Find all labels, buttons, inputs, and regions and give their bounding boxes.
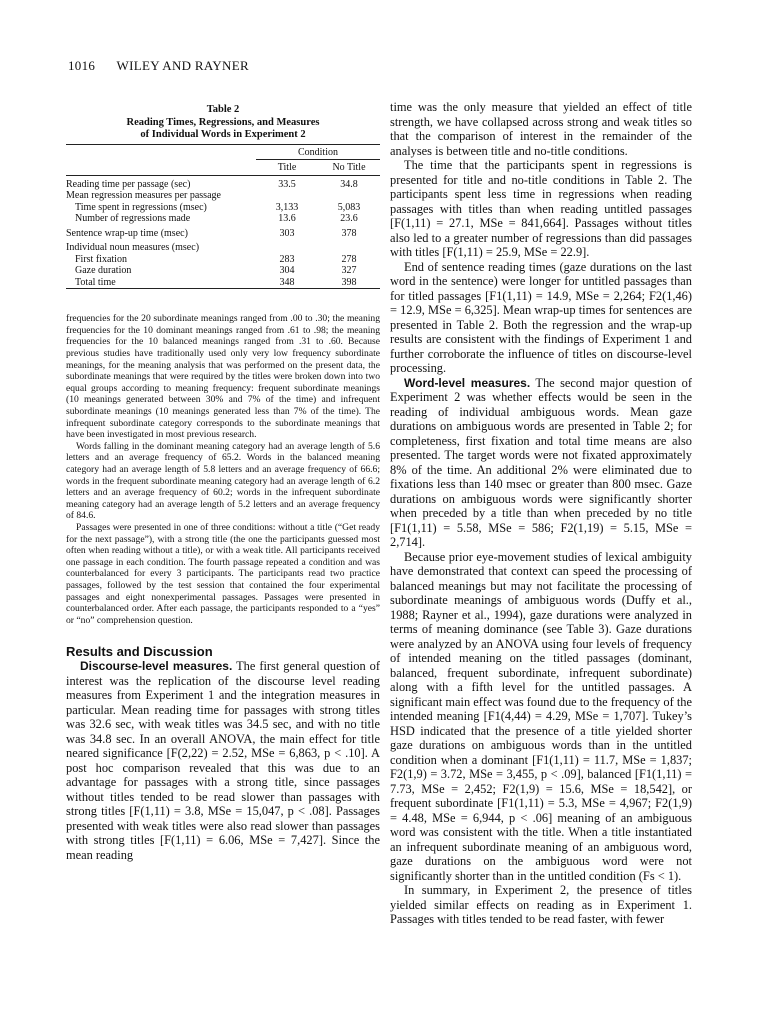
paragraph: Words falling in the dominant meaning category had an average length of 5.6 letters and an average frequency of 65.2. Words in the balanced meaning category had an average length of 5.8 letters and an average frequency of 66.6; words in the frequent subordinate meaning category had an average length of 6.2 letters and an average frequency of 60.2; words in the infrequent subordinate meaning category had an average length of 5.2 letters and an average frequency of 84.6.	[66, 440, 380, 522]
table-row	[66, 225, 380, 240]
table-row	[66, 213, 380, 225]
section-heading: Results and Discussion	[66, 644, 213, 660]
cell-title: 304	[279, 265, 295, 277]
paragraph: Discourse-level measures. The first general question of interest was the replication of the discourse level reading measures from Experiment 1 and the integration measures in particular. Mean reading time for passages with strong titles was 32.6 sec, with weak titles was 34.5 sec, and with no title was 34.8 sec. In an overall ANOVA, the main effect for title neared significance [F(2,22) = 2.52, MSe = 6,863, p < .10]. A post hoc comparison revealed that this was due to an advantage for passages with a strong title, since passages without titles tended to be read slower than passages with strong titles [F(1,11) = 3.8, MSe = 15,047, p < .08]. Passages presented with weak titles were also read slower than passages with strong titles [F(1,11) = 6.06, MSe = 7,427]. Since the mean reading	[66, 659, 380, 862]
right-column	[390, 100, 692, 927]
row-label: Total time	[75, 276, 116, 288]
cell-title: 33.5	[278, 178, 296, 190]
row-label: Number of regressions made	[75, 213, 191, 225]
table-row	[66, 190, 380, 202]
cell-title: 303	[279, 227, 295, 239]
column-header-title: Title	[256, 160, 318, 176]
cell-no-title: 5,083	[337, 201, 361, 213]
table-row	[66, 254, 380, 266]
table-body	[66, 144, 380, 290]
table-caption-line-2: of Individual Words in Experiment 2	[140, 129, 306, 141]
running-head	[68, 58, 267, 74]
cell-title: 348	[279, 276, 295, 288]
paragraph: Passages were presented in one of three conditions: without a title (“Get ready for the next passage”), with a strong title (the one the participants guessed most often when reading without a title), or with a weak title. All participants received one passage in each condition. The fourth passage repeated a condition and was counterbalanced for every 3 participants. The participants read two practice passages, followed by the test session that contained the four experimental passages and eight nonexperimental passages. Passages were presented in counterbalanced order. After each passage, the participants responded to a “yes” or “no” comprehension question.	[66, 521, 380, 626]
row-label: Reading time per passage (sec)	[66, 178, 191, 190]
method-small-text	[66, 313, 380, 626]
paragraph: In summary, in Experiment 2, the presence of titles yielded similar effects on reading as in Experiment 1. Passages with titles tended to be read faster, with fewer	[390, 883, 692, 926]
running-title: WILEY AND RAYNER	[116, 58, 249, 73]
paragraph: frequencies for the 20 subordinate meanings ranged from .00 to .30; the meaning frequencies for the 10 dominant meanings ranged from .61 to .98; the meaning frequencies for the 10 balanced meanings ranged from .31 to .60. Because previous studies have traditionally used only very low frequency subordinate meanings, for the meaning analysis that was performed on the present data, the subordinate meanings that were required by the titles were broken down into two equal groups according to meaning frequency: frequent subordinate meanings (10 meanings generated between 30% and 7% of the time) and infrequent subordinate meanings (10 meanings generated less than 7% of the time). The infrequent subordinate category corresponds to the subordinate meanings that have been investigated in most previous research.	[66, 313, 380, 441]
results-text	[66, 659, 380, 862]
page-number: 1016	[68, 58, 96, 73]
run-in-heading: Discourse-level measures.	[80, 659, 233, 674]
row-label: Gaze duration	[75, 265, 132, 277]
paragraph: The time that the participants spent in regressions is presented for title and no-title conditions in Table 2. The participants spent less time in regressions when reading passages with titles than when reading untitled passages [F(1,11) = 27.1, MSe = 841,664]. Passages without titles also led to a greater number of regressions than did passages with titles [F(1,11) = 25.9, MSe = 22.9].	[390, 158, 692, 259]
table-row	[66, 175, 380, 190]
run-in-heading: Word-level measures.	[404, 375, 531, 390]
cell-title: 3,133	[275, 201, 299, 213]
left-column	[66, 104, 380, 862]
cell-no-title: 278	[341, 253, 357, 265]
paragraph: End of sentence reading times (gaze durations on the last word in the sentence) were longer for untitled passages than for titled passages [F1(1,11) = 14.9, MSe = 2,264; F2(1,46) = 12.9, MSe = 6,325]. Mean wrap-up times for sentences are presented in Table 2. Both the regression and the wrap-up results are consistent with the findings of Experiment 1 and further corroborate the influence of titles on discourse-level processing.	[390, 259, 692, 375]
condition-header: Condition	[256, 147, 380, 160]
paragraph: time was the only measure that yielded an effect of title strength, we have collapsed across strong and weak titles so that the comparison of interest in the remainder of the analyses is between title and no-title conditions.	[390, 100, 692, 158]
table-row	[66, 265, 380, 277]
row-label: Sentence wrap-up time (msec)	[66, 227, 188, 239]
table-caption-line-1: Reading Times, Regressions, and Measures	[126, 116, 320, 128]
row-label: Mean regression measures per passage	[66, 190, 221, 202]
cell-title: 13.6	[278, 213, 296, 225]
cell-no-title: 378	[341, 227, 357, 239]
cell-no-title: 23.6	[340, 213, 358, 225]
table-row	[66, 202, 380, 214]
cell-title: 283	[279, 253, 295, 265]
paragraph: Word-level measures. The second major question of Experiment 2 was whether effects would be seen in the reading of individual ambiguous words. Mean gaze durations on ambiguous words are presented in Table 2; for completeness, first fixation and total time means are also presented. The target words were not fixated approximately 8% of the time. An additional 2% were eliminated due to fixations less than 140 msec or greater than 800 msec. Gaze durations on ambiguous words were significantly shorter when preceded by a title than when preceded by no title [F1(1,11) = 5.58, MSe = 586; F2(1,19) = 5.15, MSe = 2,714].	[390, 375, 692, 549]
row-label: First fixation	[75, 253, 127, 265]
table-row	[66, 239, 380, 254]
cell-no-title: 34.8	[340, 178, 358, 190]
cell-no-title: 327	[341, 265, 357, 277]
table-label: Table 2	[206, 104, 240, 115]
column-header-no-title: No Title	[318, 160, 380, 176]
table-2	[66, 104, 380, 289]
row-label: Time spent in regressions (msec)	[75, 201, 207, 213]
table-row	[66, 277, 380, 289]
row-label: Individual noun measures (msec)	[66, 242, 200, 254]
paragraph: Because prior eye-movement studies of lexical ambiguity have demonstrated that context can speed the processing of balanced meanings but may not facilitate the processing of subordinate meanings of ambiguous words (Duffy et al., 1988; Rayner et al., 1994), gaze durations were analyzed in terms of meaning dominance (see Table 3). Gaze durations were analyzed by an ANOVA using four levels of frequency of intended meaning on the titled passages (dominant, balanced, frequent subordinate, infrequent subordinate) along with a fifth level for the untitled passages. A significant main effect was found due to the frequency of the intended meaning [F1(4,44) = 4.29, MSe = 1,707]. Tukey’s HSD indicated that the presence of a title yielded shorter gaze durations on ambiguous words than in the untitled condition when a dominant [F1(1,11) = 11.7, MSe = 1,837; F2(1,9) = 3.72, MSe = 3,455, p < .09], balanced [F1(1,11) = 7.73, MSe = 2,452; F2(1,9) = 15.6, MSe = 18,542], or frequent subordinate [F1(1,11) = 5.3, MSe = 4,967; F2(1,9) = 4.48, MSe = 6,944, p < .06] meaning of an ambiguous word was consistent with the title. When a title instantiated an infrequent subordinate meaning of an ambiguous word, gaze durations on the ambiguous word were not significantly shorter than in the untitled condition (Fs < 1).	[390, 549, 692, 883]
cell-no-title: 398	[341, 276, 357, 288]
